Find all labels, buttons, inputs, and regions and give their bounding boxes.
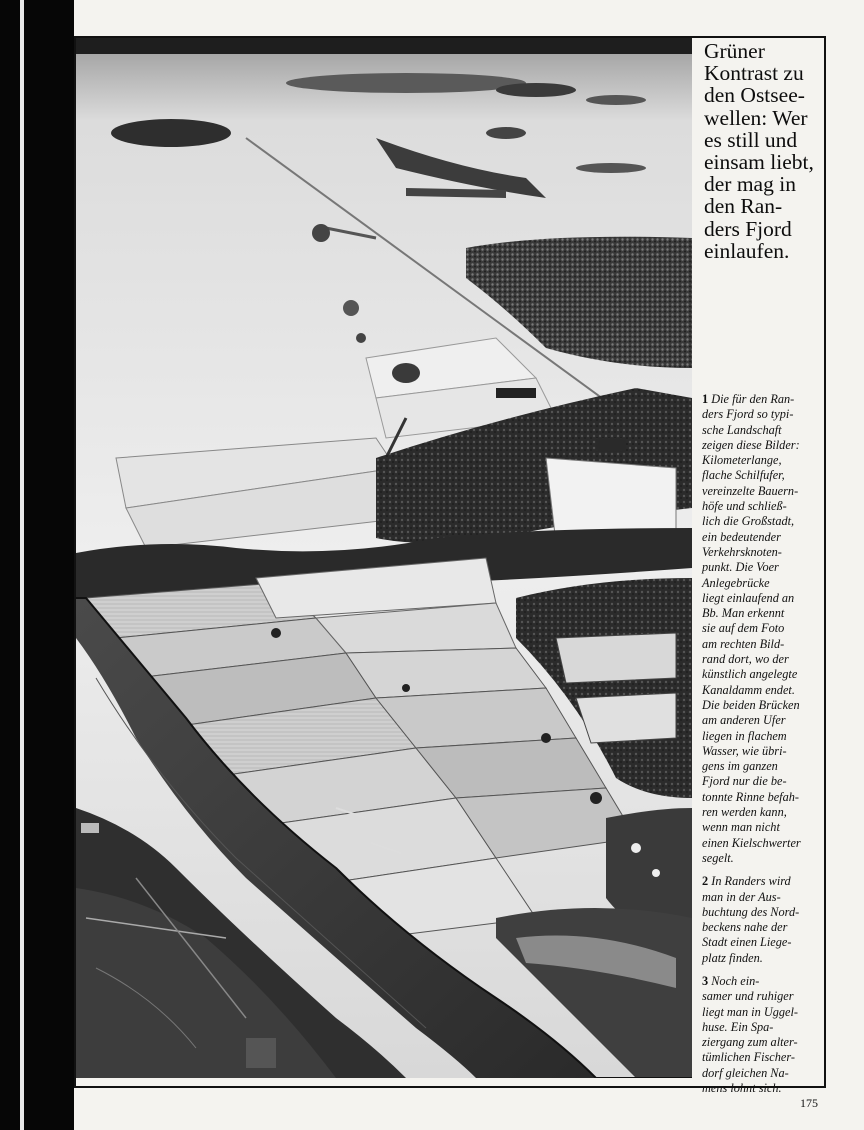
text-column [698,38,820,1096]
caption-3-number: 3 [702,973,709,988]
black-page-margin [0,0,74,1130]
caption-2-number: 2 [702,874,709,889]
caption-3 [702,974,818,1096]
aerial-photo-randers-fjord [76,38,692,1078]
caption-2-text: In Randers wird man in der Aus- buchtung des Nord- beckens nahe der Stadt einen Liege- platz finden. [702,874,800,965]
page-number: 175 [800,1096,818,1110]
aerial-photo-drawing [76,38,692,1078]
caption-2 [702,874,818,966]
photo-captions [702,392,818,1104]
margin-streak [20,0,24,1130]
caption-3-text: Noch ein- samer und ruhiger liegt man in Uggel- huse. Ein Spa- ziergang zum alter- tümlichen Fischer- dorf gleichen Na- mens lohnt sich. [702,973,798,1096]
caption-1-number: 1 [702,392,709,406]
caption-1-text: Die für den Ran- ders Fjord so typi- sche Landschaft zeigen diese Bilder: Kilometerlange, flache Schilfufer, vereinzelte Bauern- höfe und schließ- lich die Großstadt, ein bedeutender Verkehrsknoten- punkt. Die Voer Anlegebrücke liegt einlaufend an Bb. Man erkennt sie auf dem Foto am rechten Bild- rand dort, wo der künstlich angelegte Kanaldamm endet. Die beiden Brücken am anderen Ufer liegen in flachem Wasser, wie übri- gens im ganzen Fjord nur die be- tonnte Rinne befah- ren werden kann, wenn man nicht einen Kielschwerter segelt. [702,392,801,865]
caption-1 [702,392,818,866]
headline: Grüner Kontrast zu den Ostsee- wellen: Wer es still und einsam liebt, der mag in den Ran- ders Fjord einlaufen. [704,39,814,263]
